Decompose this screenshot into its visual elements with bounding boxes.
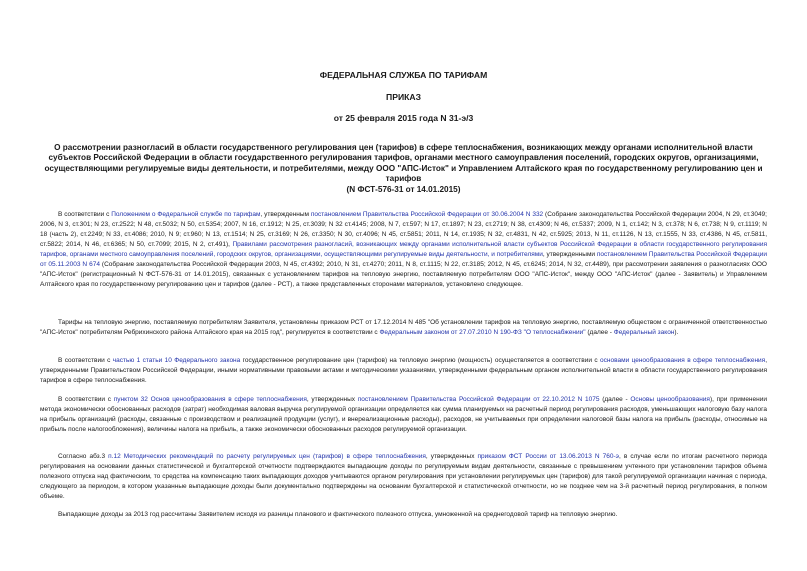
link-pricing-basics[interactable]: основами ценообразования в сфере теплоснабжения bbox=[600, 357, 766, 364]
p4-text-1: В соответствии с bbox=[58, 396, 114, 403]
p1-text-1: В соответствии с bbox=[58, 211, 112, 218]
paragraph-4 bbox=[40, 395, 767, 445]
link-pricing-basics-short[interactable]: Основы ценообразования bbox=[630, 396, 710, 403]
link-fst-regulation[interactable]: Положением о Федеральной службе по тарифам bbox=[111, 211, 261, 218]
p4-text-2: , утвержденных bbox=[306, 396, 358, 403]
paragraph-2 bbox=[40, 318, 767, 348]
p2-text-3: ). bbox=[674, 329, 679, 336]
paragraph-5 bbox=[40, 452, 767, 502]
link-clause-32[interactable]: пунктом 32 Основ ценообразования в сфере теплоснабжения bbox=[113, 396, 307, 403]
document-title bbox=[40, 143, 767, 195]
link-order-760[interactable]: приказом ФСТ России от 13.06.2013 N 760-э bbox=[477, 453, 619, 460]
paragraph-3 bbox=[40, 356, 767, 386]
p2-text-2: (далее - bbox=[585, 329, 614, 336]
p1-text-3: (Собрание законодательства Российской Федерации 2004, N 29, ст.3049; 2006, N 3, ст.301; N 23, ст.2522; N 48, ст.5032; N 50, ст.5354; 2007, N 16, ст.1912; N 25, ст.3039; N 32 ст.4145; 2008, N 7, ст.597; N 17, ст.1897; N 23, ст.2719; N 38, ст.4309; N 46, ст.5337; 2009, N 1, ст.142; N 3, ст.378; N 6, ст.738; N 9, ст.1119; N 18 (часть 2), ст.2249; N 33, ст.4086; 2010, N 9; ст.960; N 13, ст.1514; N 25, ст.3169; N 26, ст.3350; N 30, ст.4096; N 45, ст.5851; 2011, N 14, ст.1935; N 32, ст.4831, N 42, ст.5925; 2013, N 11, ст.1126, N 13, ст.1555, N 33, ст.4386, N 45, ст.5811, ст.5822; 2014, N 46, ст.6365; N 50, ст.7099; 2015, N 2, ст.491), bbox=[40, 211, 767, 248]
link-method-recommendations[interactable]: п.12 Методических рекомендаций по расчету регулируемых цен (тарифов) в сфере теплоснабжения bbox=[108, 453, 426, 460]
paragraph-1 bbox=[40, 210, 767, 310]
p3-text-3: , утвержденными Правительством Российской Федерации, иными нормативными правовыми актами и методическими указаниями, утвержденными федеральным органом исполнительной власти в области государственного регулирования тарифов в сфере теплоснабжения. bbox=[40, 357, 767, 384]
p2-text-1: Тарифы на тепловую энергию, поставляемую потребителям Заявителя, установлены приказом РСТ от 17.12.2014 N 485 "Об установлении тарифов на тепловую энергию, поставляемую обществом с ограниченной ответственностью "АПС-Исток" потребителям Ребрихинского района Алтайского края на 2015 год", регулируется в соответствии с bbox=[40, 319, 767, 336]
link-decree-332[interactable]: постановлением Правительства Российской Федерации от 30.06.2004 N 332 bbox=[310, 211, 544, 218]
p4-text-4: ), при применении метода экономически обоснованных расходов (затрат) необходимая валовая выручка регулируемой организации определяется как сумма планируемых на расчетный период регулирования расходов, уменьшающих налоговую базу налога на прибыль организаций (расходы, связанные с производством и реализацией продукции (услуг), и внереализационные расходы), расходов, не учитываемых при определении налоговой базы налога на прибыль (расходы, относимые на прибыль после налогообложения), величины налога на прибыль, а также экономически обоснованных расходов регулируемой организации. bbox=[40, 396, 767, 433]
p5-text-2: , утвержденных bbox=[425, 453, 478, 460]
title-text: О рассмотрении разногласий в области государственного регулирования цен (тарифов) в сфере теплоснабжения, возникающих между органами исполнительной власти субъектов Российской Федерации в области государственного регулирования тарифов, органами местного самоуправления поселений, городских округов, организациями, осуществляющими регулируемые виды деятельности, и потребителями, между ООО "АПС-Исток" и Управлением Алтайского края по государственному регулированию цен и тарифов bbox=[44, 143, 763, 184]
link-federal-law-190[interactable]: Федеральным законом от 27.07.2010 N 190-ФЗ "О теплоснабжении" bbox=[379, 329, 586, 336]
link-dispute-rules[interactable]: Правилами рассмотрения разногласий, возникающих между органами исполнительной власти субъектов Российской Федерации в области государственного регулирования тарифов, органами местного самоуправления поселений, городских округов, организациями, осуществляющими регулируемые виды деятельности, и потребителями bbox=[40, 241, 767, 258]
p6-text-1: Выпадающие доходы за 2013 год рассчитаны Заявителем исходя из разницы планового и фактического полезного отпуска, умноженной на среднегодовой тариф на тепловую энергию. bbox=[58, 511, 618, 518]
p3-text-1: В соответствии с bbox=[58, 357, 113, 364]
p5-text-3: , в случае если по итогам расчетного периода регулирования на основании данных статистической и бухгалтерской отчетности подтверждаются выпадающие доходы по регулируемым видам деятельности, связанные с превышением учтенного при установлении тарифов объема полезного отпуска над фактическим, то средства на компенсацию таких выпадающих доходов учитываются органом регулирования при установлении регулируемых цен (тарифов) для такой регулируемой организации начиная с периода, следующего за периодом, в котором указанные выпадающие доходы были документально подтверждены на основании бухгалтерской и статистической отчетности, но не позднее чем на 3-й расчетный период регулирования, в полном объеме. bbox=[40, 453, 767, 500]
doc-type: ПРИКАЗ bbox=[386, 92, 421, 102]
link-decree-1075[interactable]: постановлением Правительства Российской Федерации от 22.10.2012 N 1075 bbox=[357, 396, 600, 403]
p5-text-1: Согласно абз.3 bbox=[58, 453, 109, 460]
agency-name: ФЕДЕРАЛЬНАЯ СЛУЖБА ПО ТАРИФАМ bbox=[319, 70, 488, 80]
p1-text-5: (Собрание законодательства Российской Федерации 2003, N 45, ст.4392; 2010, N 31, ст.4270; 2011, N 8, ст.1115; N 22, ст.3185; 2012, N 45, ст.6245; 2014, N 32, ст.4489), при рассмотрении заявления о разногласиях ООО "АПС-Исток" (регистрационный N ФСТ-576-31 от 14.01.2015), связанных с установлением тарифов на тепловую энергию, поставляемую потребителям ООО "АПС-Исток", между ООО "АПС-Исток" (далее - Заявитель) и Управлением Алтайского края по государственному регулированию цен и тарифов (далее - РСТ), а также представленных сторонами материалов, установлено следующее. bbox=[40, 261, 767, 288]
doc-date: от 25 февраля 2015 года N 31-э/3 bbox=[333, 113, 474, 123]
p1-text-2: , утвержденным bbox=[260, 211, 311, 218]
link-federal-law[interactable]: Федеральный закон bbox=[613, 329, 675, 336]
p3-text-2: государственное регулирование цен (тарифов) на тепловую энергию (мощность) осуществляется в соответствии с bbox=[240, 357, 601, 364]
link-article-10[interactable]: частью 1 статьи 10 Федерального закона bbox=[112, 357, 241, 364]
registration-number: (N ФСТ-576-31 от 14.01.2015) bbox=[346, 184, 461, 194]
p4-text-3: (далее - bbox=[599, 396, 631, 403]
paragraph-6 bbox=[40, 510, 767, 522]
link-decree-674[interactable]: постановлением Правительства Российской Федерации от 05.11.2003 N 674 bbox=[40, 251, 767, 268]
p1-text-4: , утвержденными bbox=[542, 251, 597, 258]
